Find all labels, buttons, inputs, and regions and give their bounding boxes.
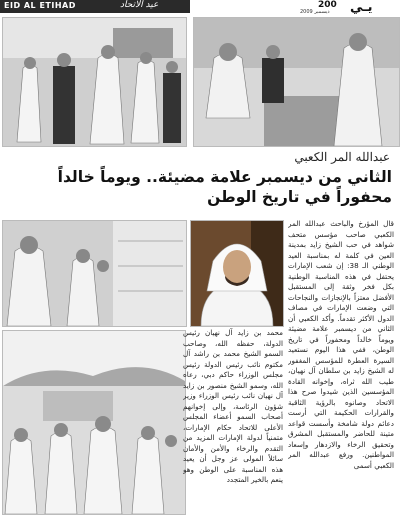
issue-date: 2009 ديسمبر [300,9,330,15]
article-body-column-right: قال المؤرخ والباحث عبدالله المر الكعبي صاحب مؤسس متحف شواهد في حب الشيخ زايد بمدينة العين في كلمة له بمناسبة العيد الوطني الـ 38: إن شعب الإمارات يحتفل في هذه المناسبة الوطنية بكل فخر وثقة إلى المستقبل الأفضل معتزاً بالإنجازات والنجاحات التي وضعت الإمارات في مصاف الدول الأكثر تقدماً. وأكد الكعبي أن الثاني من ديسمبر علامة مضيئة ويوماً خالداً ومحفوراً في تاريخ الوطن، ففي هذا اليوم نستعيد السيرة العطرة للمؤسس المغفور له الشيخ زايد بن سلطان آل نهيان، طيب الله ثراه، وإخوانه القادة المؤسسين الذين شيدوا صرح هذا الاتحاد وصانوه بالرؤية الثاقبة والقرارات الحكيمة التي أرست دعائم دولة شامخة وأسست قواعد متينة للحاضر والمستقبل المشرق وتحقيق الرخاء والازدهار وإسعاد المواطنين. ورفع عبدالله المر الكعبي أسمى [288,219,394,470]
newspaper-logo: يـي [350,0,373,15]
photo-bottom-left [2,330,186,515]
page-number: 200 [318,0,337,10]
historic-photo-seated [194,18,399,146]
photo-mid-left [2,220,187,327]
historic-photo-market [3,221,186,326]
article-byline: عبدالله المر الكعبي [294,150,390,164]
historic-photo-delegation [3,18,186,146]
photo-portrait [190,220,284,327]
historic-photo-crowd [3,331,185,514]
article-headline-line-2: محفوراً في تاريخ الوطن [207,188,392,206]
brand-title-arabic: عيد الاتحاد [120,0,159,10]
photo-top-left [2,17,187,147]
portrait-abdullah-al-kaabi [191,221,283,326]
article-headline-line-1: الثاني من ديسمبر علامة مضيئة.. ويوماً خالداً [57,168,392,186]
article-body-column-middle: محمد بن زايد آل نهيان رئيس الدولة، حفظه الله، وصاحب السمو الشيخ محمد بن راشد آل مكتوم نائب رئيس الدولة رئيس مجلس الوزراء حاكم دبي، رعاه الله، وسمو الشيخ منصور بن زايد آل نهيان نائب رئيس الوزراء وزير شؤون الرئاسة، وإلى إخوانهم أصحاب السمو أعضاء المجلس الأعلى للاتحاد حكام الإمارات، متمنياً لدولة الإمارات المزيد من التقدم والرخاء والأمن والأمان سائلاً المولى عز وجل أن يعيد هذه المناسبة على الوطن وهو ينعم بالخير المتجدد [183,328,283,484]
brand-title: EID AL ETIHAD [4,1,76,10]
photo-top-right [193,17,400,147]
